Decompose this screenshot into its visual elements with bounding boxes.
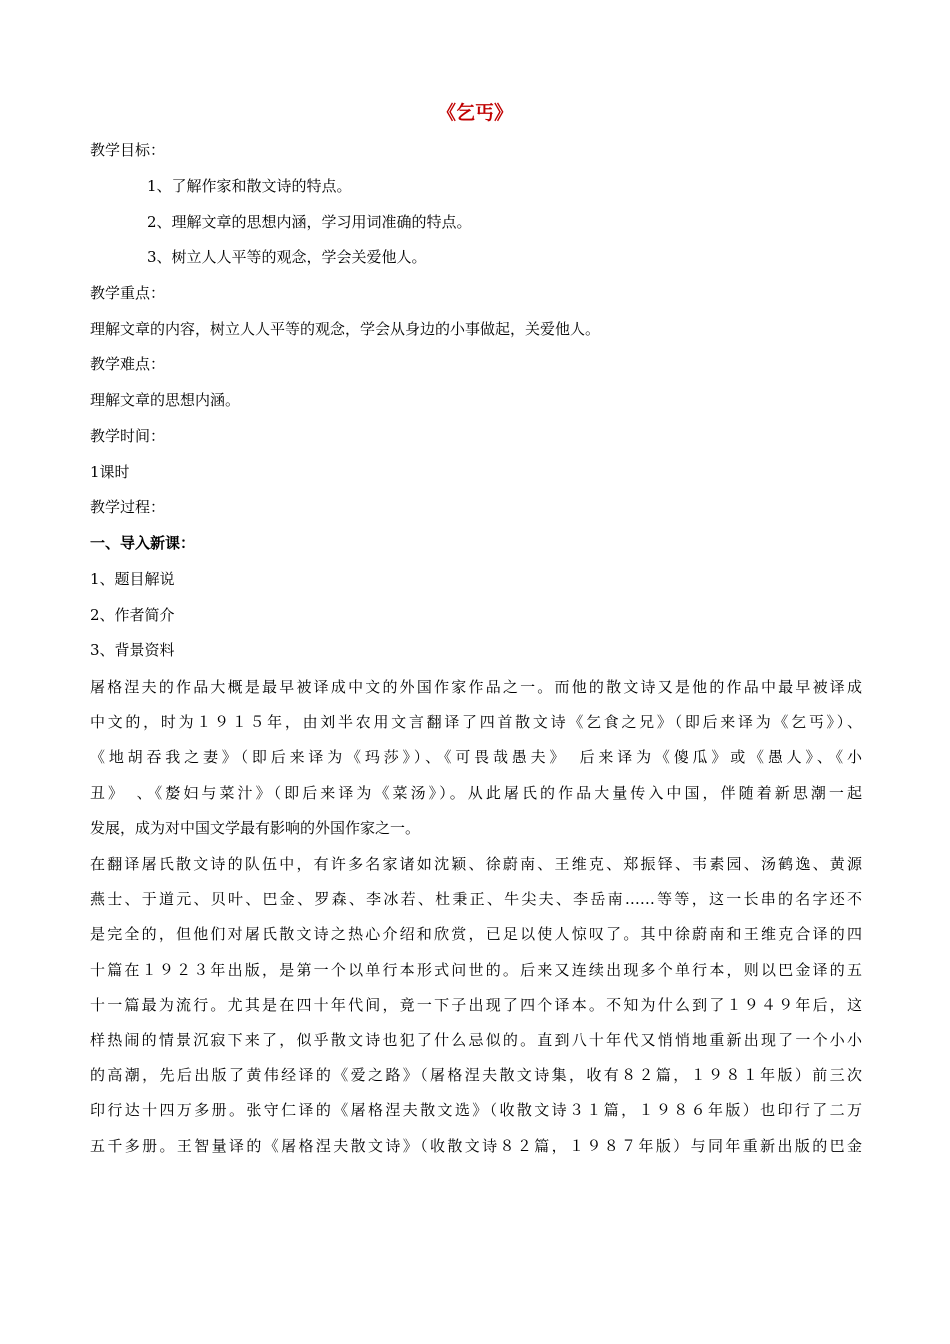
paragraph-line: 《地胡吞我之妻》（即后来译为《玛莎》）、《可畏哉愚夫》 后来译为《傻瓜》或《愚人》、《小 — [90, 748, 862, 767]
teaching-goals-heading: 教学目标： — [90, 141, 166, 159]
section-heading: 一、导入新课： — [90, 534, 196, 552]
paragraph-line: 十篇在１９２３年出版，是第一个以单行本形式问世的。后来又连续出现多个单行本，则以巴金译的五 — [90, 960, 862, 979]
section-item: 3、背景资料 — [90, 641, 175, 659]
paragraph-line: 印行达十四万多册。张守仁译的《屠格涅夫散文选》（收散文诗３１篇，１９８６年版）也印行了二万 — [90, 1101, 862, 1120]
paragraph-line: 屠格涅夫的作品大概是最早被译成中文的外国作家作品之一。而他的散文诗又是他的作品中最早被译成 — [90, 678, 862, 696]
paragraph-line: 样热闹的情景沉寂下来了，似乎散文诗也犯了什么忌似的。直到八十年代又悄悄地重新出现了一个小小 — [90, 1030, 862, 1049]
background-paragraph-2 — [90, 847, 862, 1164]
paragraph-line: 在翻译屠氏散文诗的队伍中，有许多名家诸如沈颖、徐蔚南、王维克、郑振铎、韦素园、汤鹤逸、黄源 — [90, 855, 862, 873]
section-item: 1、题目解说 — [90, 570, 175, 588]
process-heading: 教学过程： — [90, 498, 166, 516]
paragraph-line: 五千多册。王智量译的《屠格涅夫散文诗》（收散文诗８２篇，１９８７年版）与同年重新出版的巴金 — [90, 1136, 862, 1155]
paragraph-line: 丑》 、《嫠妇与菜汁》（即后来译为《菜汤》）。从此屠氏的作品大量传入中国，伴随着新思潮一起 — [90, 783, 862, 802]
time-heading: 教学时间： — [90, 427, 166, 445]
paragraph-line: 十一篇最为流行。尤其是在四十年代间，竟一下子出现了四个译本。不知为什么到了１９４９年后，这 — [90, 995, 862, 1014]
key-points-heading: 教学重点： — [90, 284, 166, 302]
paragraph-line: 燕士、于道元、贝叶、巴金、罗森、李冰若、杜秉正、牛尖夫、李岳南……等等，这一长串的名字还不 — [90, 890, 862, 909]
difficulties-text: 理解文章的思想内涵。 — [90, 391, 241, 409]
teaching-goal-item: 2、理解文章的思想内涵，学习用词准确的特点。 — [147, 213, 472, 231]
background-paragraph-1 — [90, 670, 862, 846]
difficulties-heading: 教学难点： — [90, 355, 166, 373]
section-item: 2、作者简介 — [90, 606, 175, 624]
paragraph-line: 发展，成为对中国文学最有影响的外国作家之一。 — [90, 818, 421, 837]
time-text: 1课时 — [90, 463, 130, 481]
key-points-text: 理解文章的内容，树立人人平等的观念，学会从身边的小事做起，关爱他人。 — [90, 320, 601, 338]
teaching-goal-item: 3、树立人人平等的观念，学会关爱他人。 — [147, 248, 427, 266]
paragraph-line: 的高潮，先后出版了黄伟经译的《爱之路》（屠格涅夫散文诗集，收有８２篇，１９８１年版）前三次 — [90, 1066, 862, 1085]
document-title: 《乞丐》 — [436, 102, 513, 124]
paragraph-line: 是完全的，但他们对屠氏散文诗之热心介绍和欣赏，已足以使人惊叹了。其中徐蔚南和王维克合译的四 — [90, 925, 862, 944]
teaching-goal-item: 1、了解作家和散文诗的特点。 — [147, 177, 352, 195]
paragraph-line: 中文的，时为１９１５年，由刘半农用文言翻译了四首散文诗《乞食之兄》（即后来译为《乞丐》）、 — [90, 713, 862, 732]
